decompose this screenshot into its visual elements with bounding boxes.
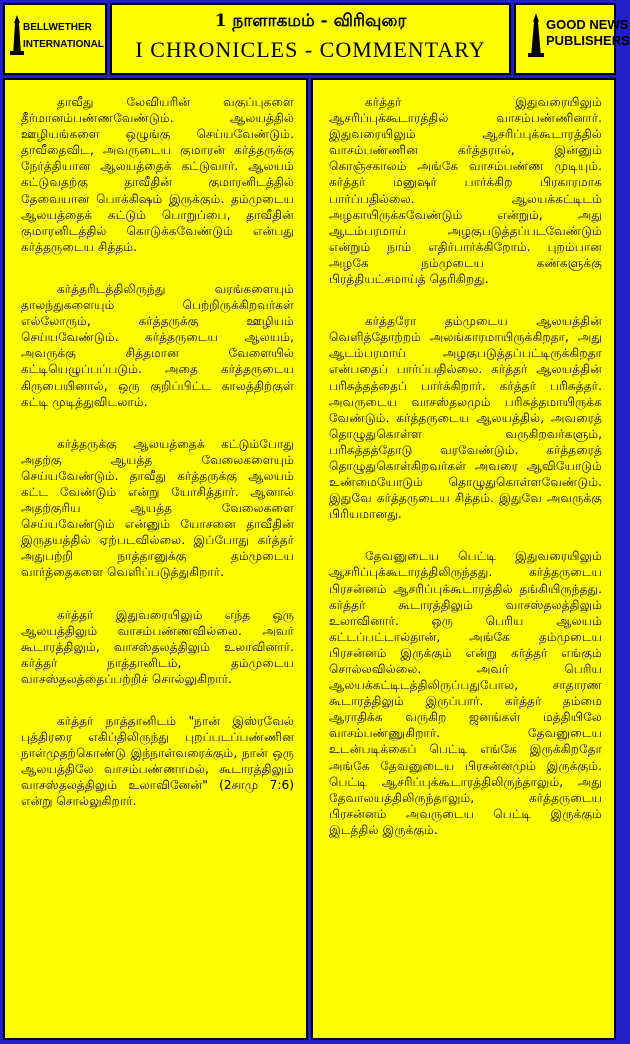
paragraph: கர்த்தர் இதுவரையிலும் ஆசரிப்புக்கூடாரத்தில் வாசம்பண்ணினார். இதுவரையிலும் ஆசரிப்புக்கூடாரத்தில் வாசம்பண்ணின கர்த்தரால், இன்னும் கொஞ்சகாலம் அங்கே வாசம்பண்ண முடியும். கர்த்தர் மனுஷர் பார்க்கிற பிரகாரமாக பார்ப்பதில்லை. ஆலயக்கட்டிடம் அழகாயிருக்கவேண்டும் என்றும், அது ஆடம்பரமாய் அழகுபடுத்தப்படவேண்டும் என்றும் நாம் எதிர்பார்க்கிறோம். புறம்பான அழகே நம்முடைய கண்களுக்கு பிரத்தியட்சமாய்த் தெரிகிறது. [329,95,602,287]
left-column [3,78,308,1040]
bellwether-logo-text [23,19,104,53]
title-block [110,3,511,75]
page-header [3,3,630,75]
bellwether-logo [3,3,107,75]
logo-line-2: PUBLISHERS [546,33,630,48]
good-news-logo [514,3,630,75]
logo-line-2: INTERNATIONAL [23,39,104,50]
paragraph: கர்த்தரிடத்திலிருந்து வரங்களையும் தாலந்துகளையும் பெற்றிருக்கிறவர்கள் எல்லோரும், கர்த்தருக்கு ஊழியம் செய்யவேண்டும். கர்த்தருடைய ஆலயம், அவருக்கு சித்தமான வேளையில் கட்டியெழுப்பப்படும். அதை கர்த்தருடைய கிருபையினால், ஒரு குறிப்பிட்ட காலத்திற்குள் கட்டி முடித்துவிடலாம். [21,281,294,409]
paragraph: கர்த்தர் இதுவரையிலும் எந்த ஒரு ஆலயத்திலும் வாசம்பண்ணவில்லை. அவர் கூடாரத்திலும், வாசஸ்தலத்திலும் உலாவினார். கர்த்தர் நாத்தானிடம், தம்முடைய வாசஸ்தலத்தைப்பற்றிச் சொல்லுகிறார். [21,607,294,686]
paragraph: தாவீது லேவியரின் வகுப்புகளை தீர்மானம்பண்ணவேண்டும். ஆலயத்தில் ஊழியங்களை ஒழுங்கு செய்யவேண்டும். தாவீதைவிட, அவருடைய குமாரன் கர்த்தருக்கு நேர்த்தியான ஆலயத்தைக் கட்டுவார். ஆலயம் கட்டுவதற்கு தாவீதின் குமாரனிடத்தில் தேவையான பொக்கிஷம் இருக்கும். தம்முடைய ஆலயத்தைக் கட்டும் பொறுப்பை, தாவீதின் குமாரனிடத்தில் கொடுக்கவேண்டும் என்பது கர்த்தருடைய சித்தம். [21,95,294,254]
page-title-tamil: 1 நாளாகமம் - விரிவுரை [214,11,407,31]
right-column [311,78,616,1040]
tower-icon [10,15,24,55]
logo-line-1: GOOD NEWS [546,17,629,32]
page-title-english: I CHRONICLES - COMMENTARY [135,37,486,62]
paragraph: கர்த்தருக்கு ஆலயத்தைக் கட்டும்போது அதற்கு ஆயத்த வேலைகளையும் செய்யவேண்டும். தாவீது கர்த்தருக்கு ஆலயம் கட்ட வேண்டும் என்று யோசித்தார். ஆனால் அதற்குரிய ஆயத்த வேலைகளை செய்யவேண்டும் என்னும் யோசனை தாவீதின் இருதயத்தில் ஏற்படவில்லை. இப்போது கர்த்தர் அதுபற்றி நாத்தானுக்கு தம்முடைய வார்த்தைகளை வெளிப்படுத்துகிறார். [21,436,294,580]
paragraph: கர்த்தரோ தம்முடைய ஆலயத்தின் வெளித்தோற்றம் அலங்காரமாயிருக்கிறதா, அது ஆடம்பரமாய் அழகுபடுத்தப்பட்டிருக்கிறதா என்பதைப் பார்ப்பதில்லை. கர்த்தர் ஆலயத்தின் பரிசுத்தத்தைப் பார்க்கிறார். கர்த்தர் பரிசுத்தர். அவருடைய வாசஸ்தலமும் பரிசுத்தமாயிருக்க வேண்டும். கர்த்தருடைய ஆலயத்தில், அவரைத் தொழுதுகொள்ள வருகிறவர்களும், பரிசுத்தத்தோடு வரவேண்டும். கர்த்தரைத் தொழுதுகொள்கிறவர்கள் அவரை ஆவியோடும் உண்மையோடும் தொழுதுகொள்ளவேண்டும். இதுவே கர்த்தருடைய சித்தம். இதுவே அவருக்கு பிரியமானது. [329,314,602,522]
logo-line-1: BELLWETHER [23,22,92,33]
paragraph: தேவனுடைய பெட்டி இதுவரையிலும் ஆசரிப்புக்கூடாரத்திலிருந்தது. கர்த்தருடைய பிரசன்னம் ஆசரிப்புக்கூடாரத்தில் தங்கியிருந்தது. கர்த்தர் கூடாரத்திலும் வாசஸ்தலத்திலும் உலாவினார். ஒரு பெரிய ஆலயம் கட்டப்பட்டால்தான், அங்கே தம்முடைய பிரசன்னம் இருக்கும் என்று கர்த்தர் எங்கும் சொல்லவில்லை. அவர் பெரிய ஆலயக்கட்டிடத்திலிருப்பதுபோல, சாதாரண கூடாரத்திலும் இருப்பார். கர்த்தர் தம்மை ஆராதிக்க வருகிற ஜனங்கள் மத்தியிலே வாசம்பண்ணுகிறார். தேவனுடைய உடன்படிக்கைப் பெட்டி எங்கே இருக்கிறதோ அங்கே தேவனுடைய பிரசன்னமும் இருக்கும். பெட்டி ஆசரிப்புக்கூடாரத்திலிருந்தாலும், அது தேவாலயத்திலிருந்தாலும், கர்த்தருடைய பிரசன்னம் அவருடைய பெட்டி இருக்கும் இடத்தில் இருக்கும். [329,549,602,837]
paragraph: கர்த்தர் நாத்தானிடம் "நான் இஸ்ரவேல் புத்திரரை எகிப்திலிருந்து புறப்படப்பண்ணின நாள்முதற்கொண்டு இந்நாள்வரைக்கும், நான் ஒரு ஆலயத்திலே வாசம்பண்ணாமல், கூடாரத்திலும் வாசஸ்தலத்திலும் உலாவினேன்" (2சாமு 7:6) என்று சொல்லுகிறார். [21,714,294,809]
tower-icon [528,13,544,57]
good-news-logo-text [546,17,630,49]
